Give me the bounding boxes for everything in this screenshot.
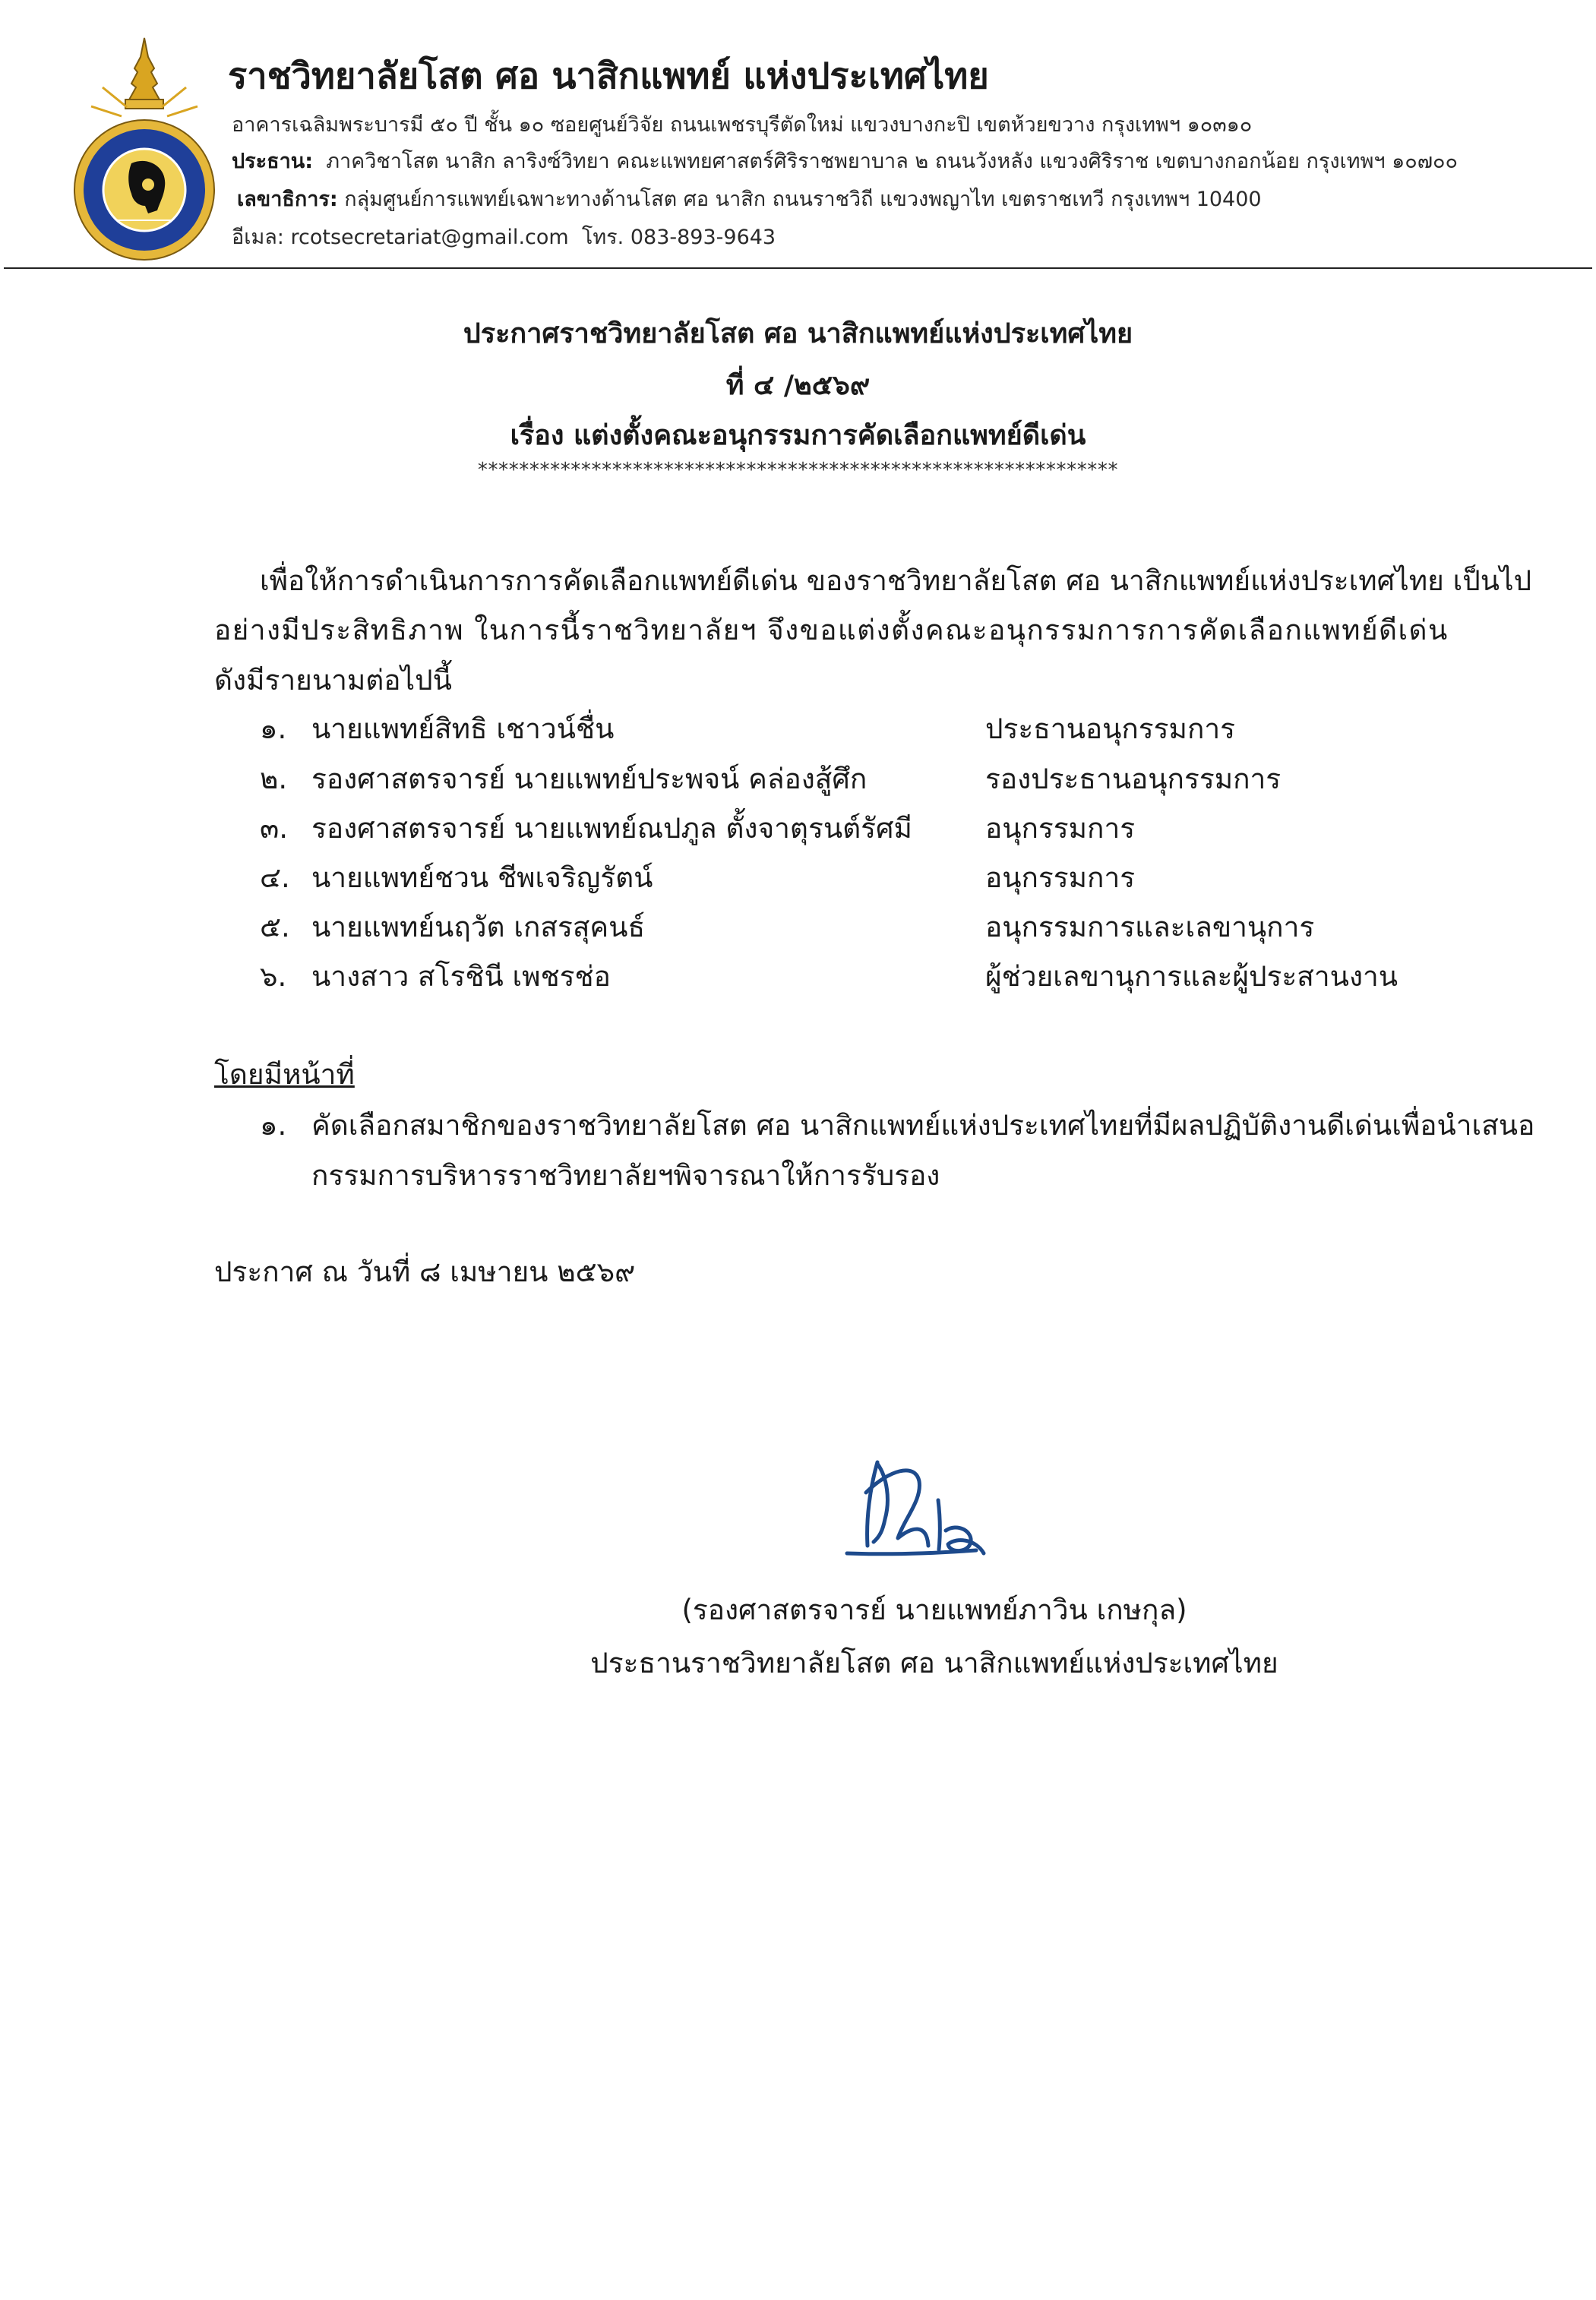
announcement-title: ประกาศราชวิทยาลัยโสต ศอ นาสิกแพทย์แห่งประเทศไทย [463, 318, 1133, 349]
phone-label: โทร. [581, 226, 624, 249]
body-paragraph-line-1: เพื่อให้การดำเนินการการคัดเลือกแพทย์ดีเด่น ของราชวิทยาลัยโสต ศอ นาสิกแพทย์แห่งประเทศไทย เป็นไป [260, 564, 1532, 597]
member-number: ๖. [260, 960, 287, 993]
member-number: ๓. [260, 812, 289, 845]
member-number: ๒. [260, 763, 288, 795]
secretary-label: เลขาธิการ: [237, 188, 338, 211]
member-name: รองศาสตรจารย์ นายแพทย์ณปภูล ตั้งจาตุรนต์รัศมี [311, 812, 912, 845]
signer-name: (รองศาสตรจารย์ นายแพทย์ภาวิน เกษกุล) [681, 1594, 1187, 1626]
member-name: นายแพทย์ชวน ชีพเจริญรัตน์ [311, 861, 653, 894]
secretary-address-line [237, 182, 1262, 215]
org-address: อาคารเฉลิมพระบารมี ๕๐ ปี ชั้น ๑๐ ซอยศูนย์วิจัย ถนนเพชรบุรีตัดใหม่ แขวงบางกะปิ เขตห้วยขวาง กรุงเทพฯ ๑๐๓๑๐ [232, 113, 1253, 137]
phone-number: 083-893-9643 [630, 226, 776, 249]
member-name: นายแพทย์สิทธิ เชาวน์ชื่น [311, 712, 615, 745]
member-role: อนุกรรมการและเลขานุการ [985, 911, 1315, 943]
president-address-line [232, 144, 1458, 177]
letterhead-divider [4, 267, 1592, 269]
member-number: ๕. [260, 911, 290, 943]
member-role: อนุกรรมการ [985, 861, 1136, 894]
signer-title: ประธานราชวิทยาลัยโสต ศอ นาสิกแพทย์แห่งประเทศไทย [590, 1647, 1278, 1679]
member-number: ๔. [260, 861, 290, 894]
president-label: ประธาน: [232, 150, 314, 173]
contact-line [232, 220, 776, 253]
member-name: รองศาสตรจารย์ นายแพทย์ประพจน์ คล่องสู้ศึก [311, 763, 868, 795]
announcement-number: ที่ ๔ /๒๕๖๙ [725, 370, 871, 401]
announcement-date: ประกาศ ณ วันที่ ๘ เมษายน ๒๕๖๙ [214, 1256, 636, 1288]
member-role: ผู้ช่วยเลขานุการและผู้ประสานงาน [985, 960, 1398, 993]
secretary-address: กลุ่มศูนย์การแพทย์เฉพาะทางด้านโสต ศอ นาสิก ถนนราชวิถี แขวงพญาไท เขตราชเทวี กรุงเทพฯ 10400 [344, 188, 1262, 211]
org-name: ราชวิทยาลัยโสต ศอ นาสิกแพทย์ แห่งประเทศไทย [228, 55, 989, 97]
duty-text-line-2: กรรมการบริหารราชวิทยาลัยฯพิจารณาให้การรับรอง [311, 1159, 940, 1192]
member-role: รองประธานอนุกรรมการ [985, 763, 1282, 795]
member-name: นางสาว สโรชินี เพชรช่อ [311, 960, 611, 993]
handwritten-signature [843, 1447, 1010, 1569]
title-separator: ************************************************************** [477, 459, 1119, 482]
president-address: ภาควิชาโสต นาสิก ลาริงซ์วิทยา คณะแพทยศาสตร์ศิริราชพยาบาล ๒ ถนนวังหลัง แขวงศิริราช เขตบางกอกน้อย กรุงเทพฯ ๑๐๗๐๐ [326, 150, 1459, 173]
member-role: อนุกรรมการ [985, 812, 1136, 845]
duty-heading: โดยมีหน้าที่ [214, 1058, 355, 1091]
announcement-subject: เรื่อง แต่งตั้งคณะอนุกรรมการคัดเลือกแพทย์ดีเด่น [510, 420, 1086, 451]
member-role: ประธานอนุกรรมการ [985, 712, 1235, 745]
body-paragraph-line-3: ดังมีรายนามต่อไปนี้ [214, 664, 452, 697]
member-number: ๑. [260, 712, 287, 745]
duty-text-line-1: คัดเลือกสมาชิกของราชวิทยาลัยโสต ศอ นาสิกแพทย์แห่งประเทศไทยที่มีผลปฏิบัติงานดีเด่นเพื่อนำเสนอ [311, 1109, 1535, 1142]
body-paragraph-line-2: อย่างมีประสิทธิภาพ ในการนี้ราชวิทยาลัยฯ จึงขอแต่งตั้งคณะอนุกรรมการการคัดเลือกแพทย์ดีเด่น [214, 614, 1449, 646]
email-address: rcotsecretariat@gmail.com [290, 226, 569, 249]
duty-number: ๑. [260, 1109, 287, 1142]
email-label: อีเมล: [232, 226, 284, 249]
college-logo [72, 34, 216, 262]
member-name: นายแพทย์นฤวัต เกสรสุคนธ์ [311, 911, 646, 943]
